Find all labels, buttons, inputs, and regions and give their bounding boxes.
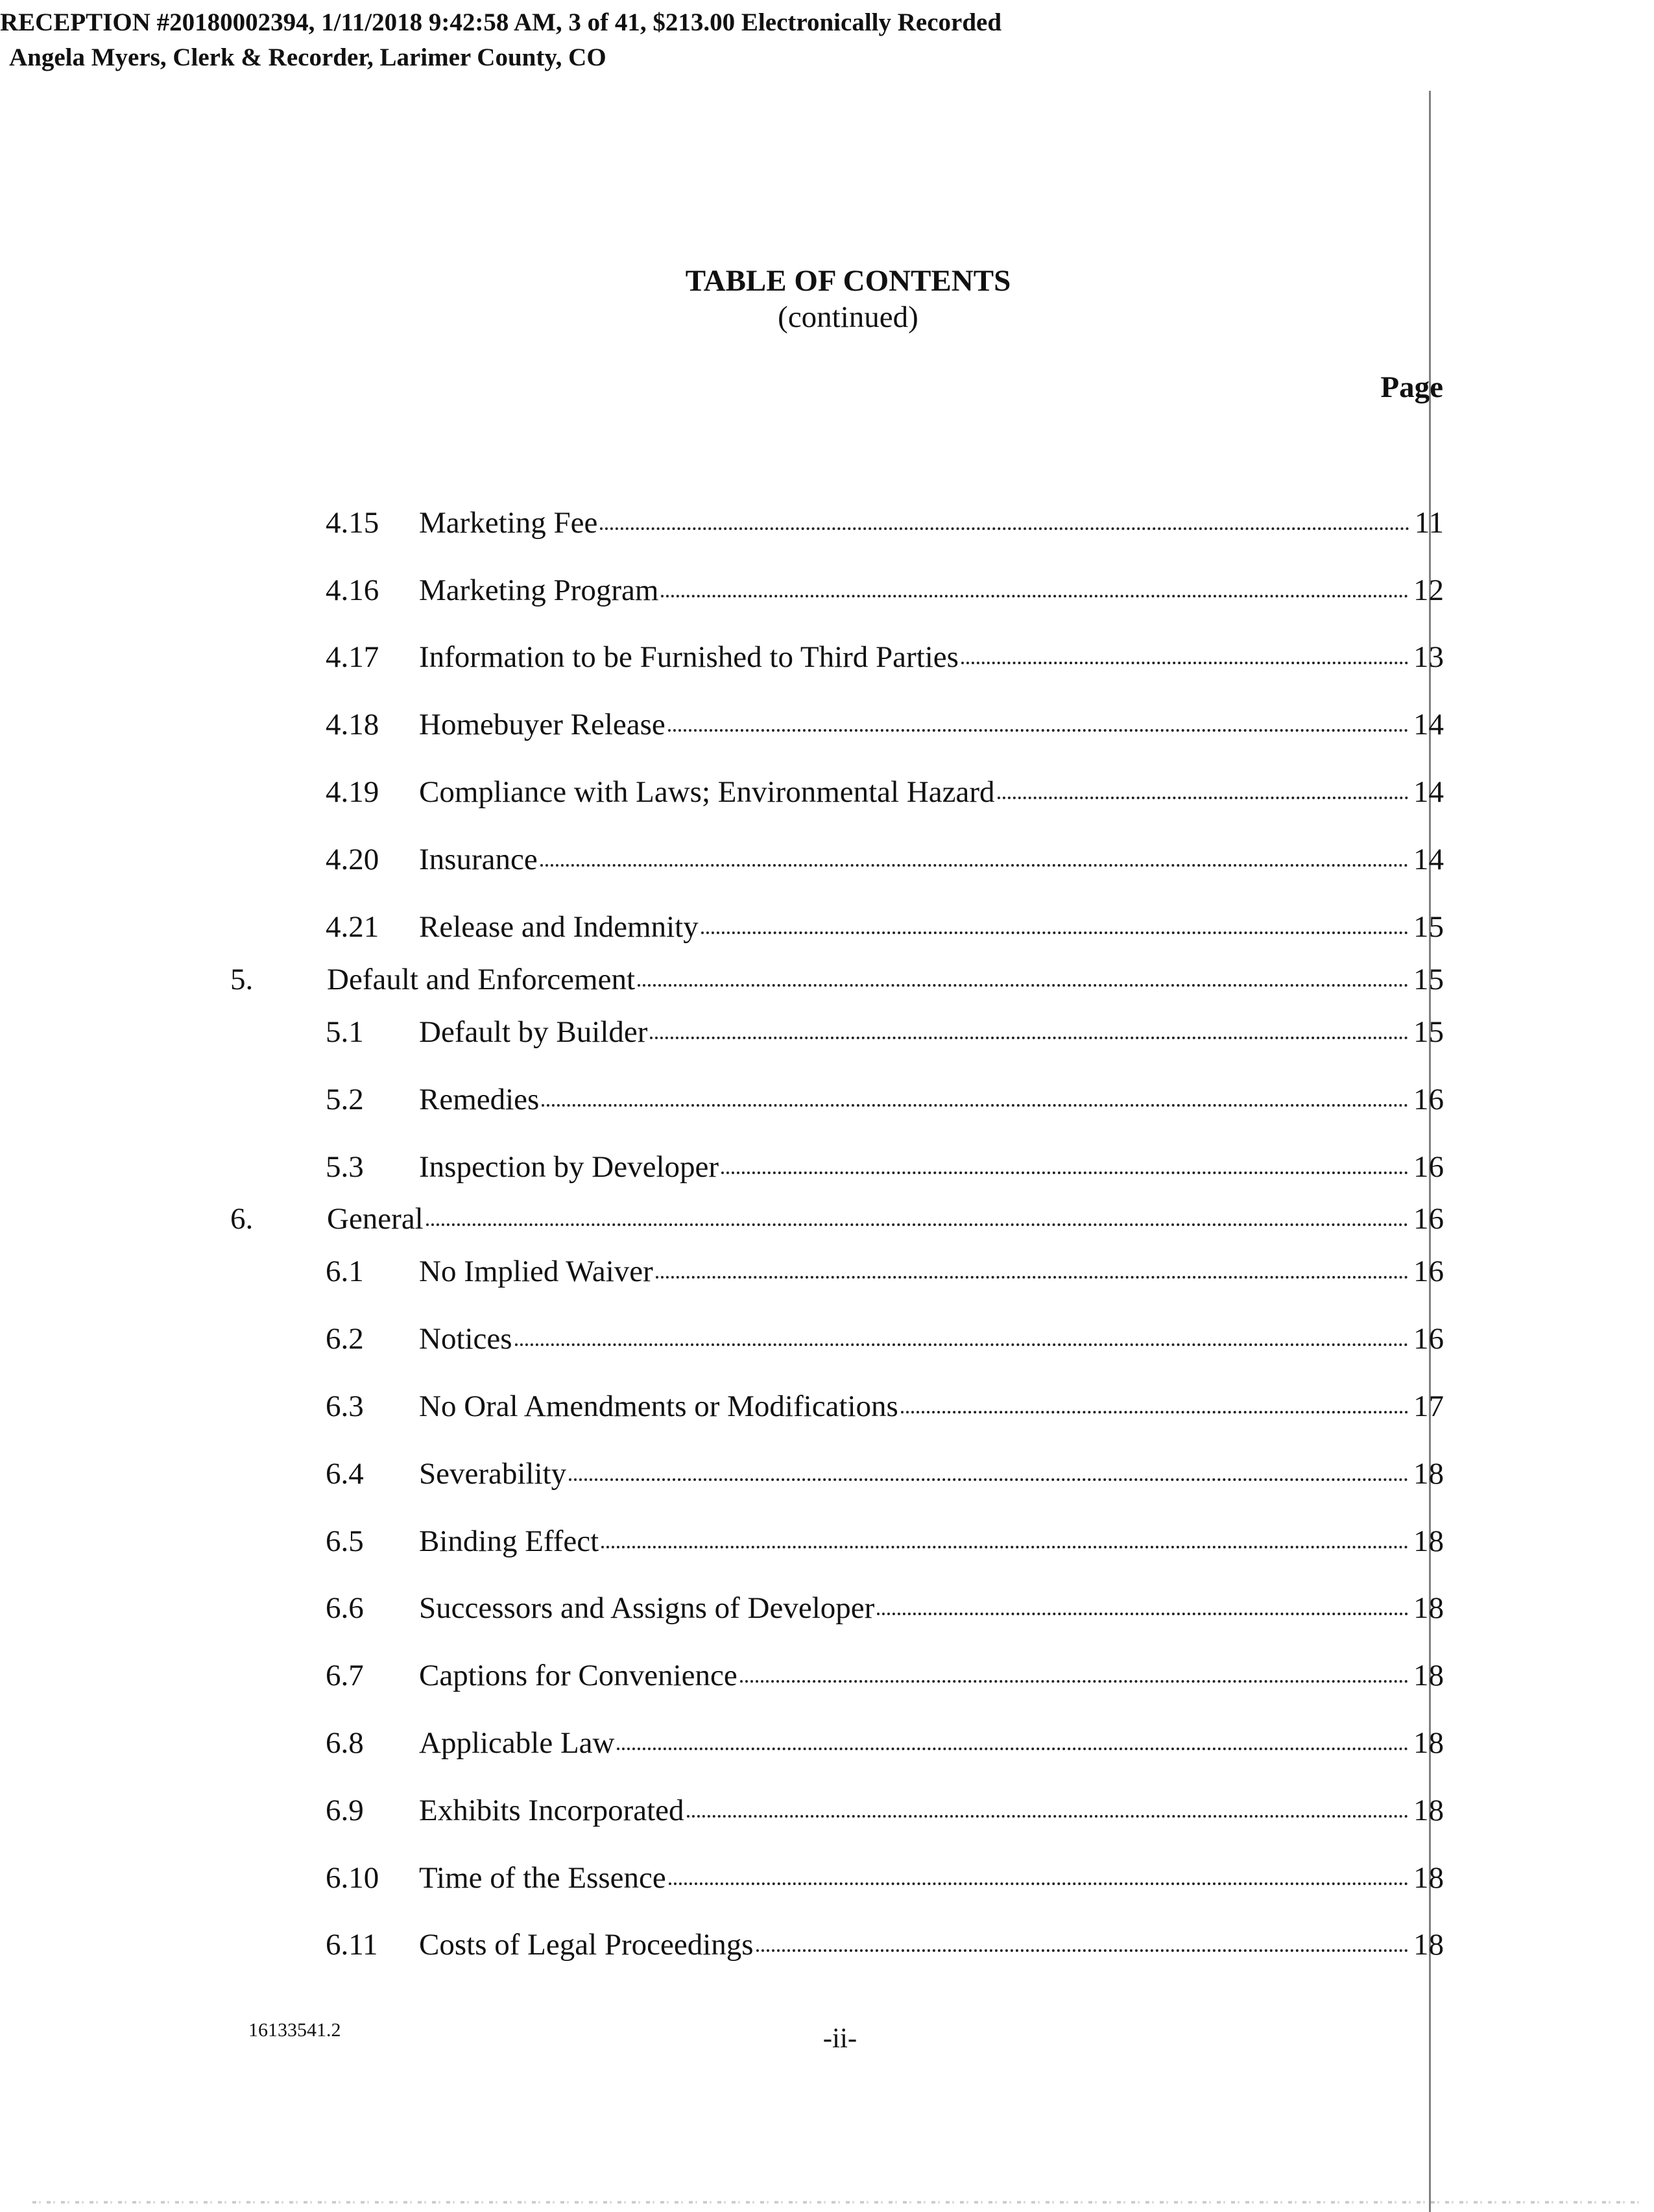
toc-entry-title: No Implied Waiver <box>419 1255 653 1288</box>
toc-entry-title: General <box>327 1202 424 1236</box>
toc-entry-title: Marketing Program <box>419 573 659 607</box>
dot-leader <box>656 1276 1408 1279</box>
page-number: -ii- <box>822 2023 857 2054</box>
toc-entry-title: Applicable Law <box>419 1726 615 1760</box>
toc-entry-page: 16 <box>1413 1150 1444 1184</box>
toc-entry-number: 4.17 <box>326 640 379 674</box>
toc-entry <box>0 1724 1654 1762</box>
scan-artifact-bottom <box>32 2201 1641 2204</box>
toc-entry <box>0 1858 1654 1897</box>
dot-leader <box>687 1815 1408 1818</box>
toc-entry-number: 6.11 <box>326 1928 378 1962</box>
dot-leader <box>600 527 1409 530</box>
toc-entry <box>0 1148 1654 1186</box>
toc-entry-title: Insurance <box>419 843 538 876</box>
toc-entry-title: Marketing Fee <box>419 506 598 540</box>
toc-entry-title: Remedies <box>419 1083 540 1116</box>
dot-leader <box>669 1882 1408 1885</box>
toc-entry <box>0 1522 1654 1561</box>
dot-leader <box>569 1478 1408 1481</box>
toc-entry-title: Default and Enforcement <box>327 963 636 996</box>
toc-entry <box>0 840 1654 879</box>
toc-entry-page: 18 <box>1413 1457 1444 1491</box>
toc-entry-title: Successors and Assigns of Developer <box>419 1591 875 1625</box>
toc-entry-title: Time of the Essence <box>419 1861 666 1895</box>
toc-entry-title: Severability <box>419 1457 567 1491</box>
toc-entry-page: 16 <box>1413 1255 1444 1288</box>
toc-entry-number: 6.3 <box>326 1389 364 1423</box>
dot-leader <box>668 729 1408 732</box>
dot-leader <box>756 1949 1408 1952</box>
toc-entry-page: 17 <box>1413 1389 1444 1423</box>
toc-entry <box>0 1080 1654 1119</box>
toc-entry-title: Costs of Legal Proceedings <box>419 1928 754 1962</box>
document-id: 16133541.2 <box>248 2019 341 2041</box>
toc-entry-page: 15 <box>1413 963 1444 996</box>
toc-entry-number: 6. <box>230 1202 254 1236</box>
toc-entry <box>0 638 1654 677</box>
toc-entry <box>0 571 1654 610</box>
toc-entry-title: Default by Builder <box>419 1015 648 1049</box>
toc-entry-page: 18 <box>1413 1524 1444 1558</box>
toc-entry-page: 16 <box>1413 1202 1444 1236</box>
recording-line-1: RECEPTION #20180002394, 1/11/2018 9:42:58 AM, 3 of 41, $213.00 Electronically Recorded <box>0 8 1002 36</box>
toc-entry <box>0 503 1654 542</box>
toc-entry-page: 15 <box>1413 910 1444 944</box>
toc-entry-page: 14 <box>1413 775 1444 809</box>
page-column-label: Page <box>1380 370 1443 404</box>
toc-entry <box>0 1925 1654 1964</box>
toc-entry-page: 18 <box>1413 1591 1444 1625</box>
toc-entry <box>0 773 1654 811</box>
toc-entry-number: 5.3 <box>326 1150 364 1184</box>
toc-entry-number: 6.4 <box>326 1457 364 1491</box>
toc-entry-number: 6.2 <box>326 1322 364 1356</box>
toc-entry-title: Binding Effect <box>419 1524 599 1558</box>
dot-leader <box>901 1411 1408 1413</box>
toc-entry-title: Information to be Furnished to Third Parties <box>419 640 959 674</box>
dot-leader <box>721 1172 1408 1174</box>
toc-entry-number: 4.20 <box>326 843 379 876</box>
toc-entry-number: 5.1 <box>326 1015 364 1049</box>
toc-entry <box>0 1791 1654 1830</box>
toc-entry <box>0 705 1654 744</box>
toc-entry-title: Captions for Convenience <box>419 1659 737 1692</box>
toc-entry-title: Inspection by Developer <box>419 1150 719 1184</box>
dot-leader <box>998 797 1408 799</box>
toc-entry-page: 12 <box>1413 573 1444 607</box>
toc-entry-title: Exhibits Incorporated <box>419 1794 684 1827</box>
toc-entry-page: 18 <box>1413 1726 1444 1760</box>
toc-entry <box>0 1454 1654 1493</box>
toc-entry-number: 6.5 <box>326 1524 364 1558</box>
toc-entry <box>0 1319 1654 1358</box>
dot-leader <box>426 1223 1408 1226</box>
toc-entry-page: 13 <box>1413 640 1444 674</box>
toc-entry <box>0 1013 1654 1052</box>
toc-entry-page: 18 <box>1413 1861 1444 1895</box>
toc-entry-number: 6.8 <box>326 1726 364 1760</box>
toc-subtitle: (continued) <box>778 300 918 334</box>
dot-leader <box>638 984 1408 987</box>
toc-entry-page: 11 <box>1414 506 1444 540</box>
toc-entry-number: 5. <box>230 963 254 996</box>
dot-leader <box>650 1037 1408 1039</box>
recording-line-2: Angela Myers, Clerk & Recorder, Larimer County, CO <box>9 43 606 71</box>
recording-stamp <box>0 5 1001 75</box>
toc-title: TABLE OF CONTENTS <box>685 264 1011 298</box>
dot-leader <box>617 1748 1408 1750</box>
toc-entry-title: Homebuyer Release <box>419 708 665 741</box>
toc-entry <box>0 1252 1654 1291</box>
toc-entry-page: 15 <box>1413 1015 1444 1049</box>
dot-leader <box>542 1104 1408 1107</box>
toc-entry-page: 16 <box>1413 1083 1444 1116</box>
toc-entry-title: No Oral Amendments or Modifications <box>419 1389 898 1423</box>
dot-leader <box>877 1613 1408 1615</box>
dot-leader <box>961 662 1408 664</box>
dot-leader <box>740 1680 1408 1683</box>
toc-entry <box>0 1589 1654 1628</box>
dot-leader <box>540 864 1408 867</box>
toc-entry-number: 4.21 <box>326 910 379 944</box>
dot-leader <box>701 932 1408 934</box>
toc-entry-number: 6.1 <box>326 1255 364 1288</box>
toc-entry-number: 4.18 <box>326 708 379 741</box>
toc-entry-page: 18 <box>1413 1794 1444 1827</box>
toc-entry-number: 6.9 <box>326 1794 364 1827</box>
toc-entry-page: 18 <box>1413 1659 1444 1692</box>
toc-entry <box>0 1656 1654 1695</box>
toc-section-heading <box>0 1199 1654 1238</box>
toc-entry-number: 4.19 <box>326 775 379 809</box>
toc-entry-number: 4.15 <box>326 506 379 540</box>
dot-leader <box>515 1343 1408 1346</box>
dot-leader <box>601 1546 1408 1548</box>
toc-entry-page: 14 <box>1413 708 1444 741</box>
toc-entry-page: 18 <box>1413 1928 1444 1962</box>
toc-entry-number: 4.16 <box>326 573 379 607</box>
toc-entry <box>0 1387 1654 1426</box>
toc-entry-title: Notices <box>419 1322 512 1356</box>
dot-leader <box>661 595 1408 597</box>
toc-entry-title: Compliance with Laws; Environmental Hazard <box>419 775 995 809</box>
toc-entry-number: 6.10 <box>326 1861 379 1895</box>
toc-entry-page: 14 <box>1413 843 1444 876</box>
toc-entry <box>0 908 1654 946</box>
toc-entry-page: 16 <box>1413 1322 1444 1356</box>
toc-entry-number: 6.7 <box>326 1659 364 1692</box>
toc-entry-number: 6.6 <box>326 1591 364 1625</box>
toc-section-heading <box>0 960 1654 999</box>
toc-entry-number: 5.2 <box>326 1083 364 1116</box>
toc-entry-title: Release and Indemnity <box>419 910 699 944</box>
